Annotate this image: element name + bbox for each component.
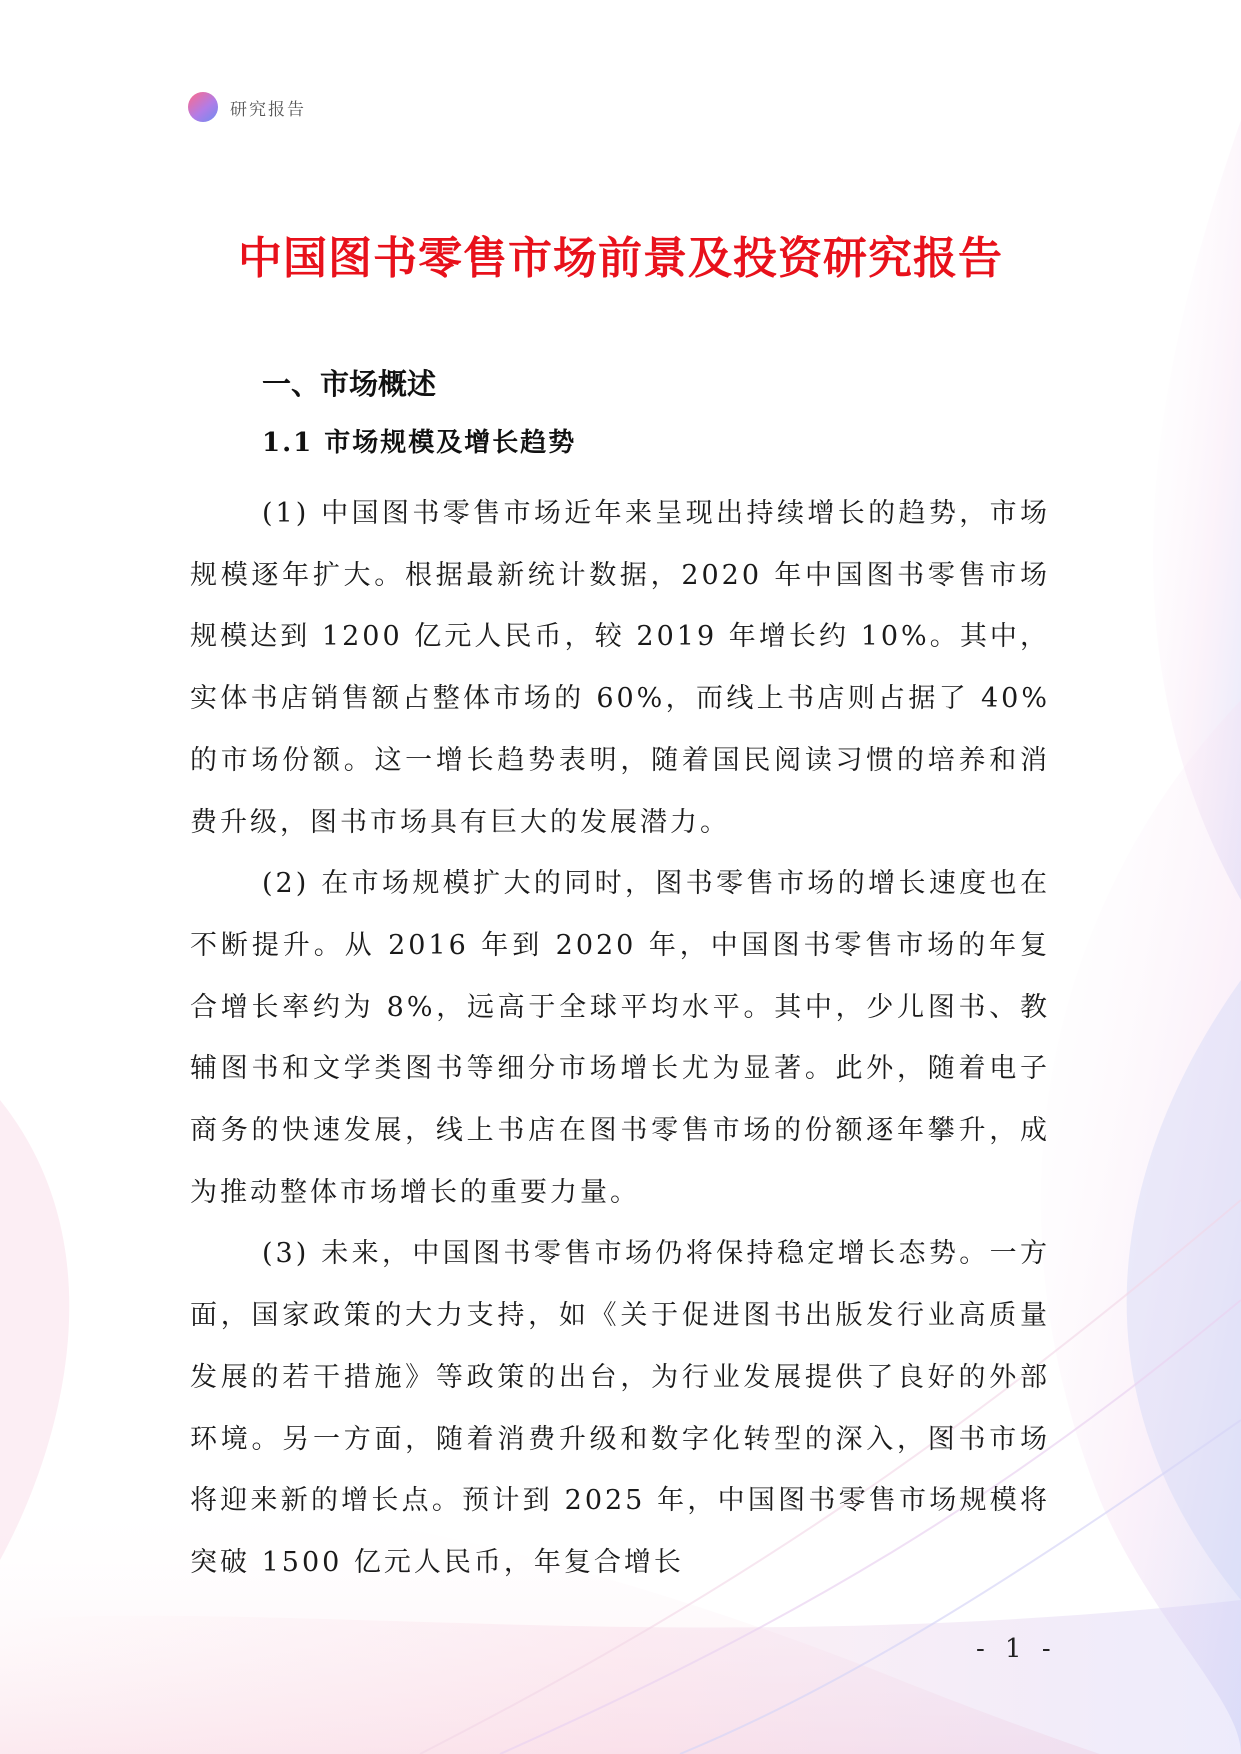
header-label (188, 92, 306, 122)
paragraph-3: (3) 未来，中国图书零售市场仍将保持稳定增长态势。一方面，国家政策的大力支持，如《关于促进图书出版发行业高质量发展的若干措施》等政策的出台，为行业发展提供了良好的外部环境。另一方面，随着消费升级和数字化转型的深入，图书市场将迎来新的增长点。预计到 2025 年，中国图书零售市场规模将突破 1500 亿元人民币，年复合增长 (190, 1238, 1050, 1578)
paragraph-1: (1) 中国图书零售市场近年来呈现出持续增长的趋势，市场规模逐年扩大。根据最新统计数据，2020 年中国图书零售市场规模达到 1200 亿元人民币，较 2019 年增长约 10%。其中，实体书店销售额占整体市场的 60%，而线上书店则占据了 40%的市场份额。这一增长趋势表明，随着国民阅读习惯的培养和消费升级，图书市场具有巨大的发展潜力。 (190, 498, 1050, 838)
paragraph-2: (2) 在市场规模扩大的同时，图书零售市场的增长速度也在不断提升。从 2016 年到 2020 年，中国图书零售市场的年复合增长率约为 8%，远高于全球平均水平。其中，少儿图书、教辅图书和文学类图书等细分市场增长尤为显著。此外，随着电子商务的快速发展，线上书店在图书零售市场的份额逐年攀升，成为推动整体市场增长的重要力量。 (190, 868, 1050, 1208)
subsection-heading: 1.1 市场规模及增长趋势 (262, 428, 577, 458)
section-heading: 一、市场概述 (262, 367, 437, 401)
document-title: 中国图书零售市场前景及投资研究报告 (238, 233, 1003, 284)
body-text (190, 483, 1050, 1594)
page-number: - 1 - (976, 1634, 1057, 1664)
header-label-text: 研究报告 (230, 99, 306, 120)
logo-dot-icon (188, 92, 218, 122)
